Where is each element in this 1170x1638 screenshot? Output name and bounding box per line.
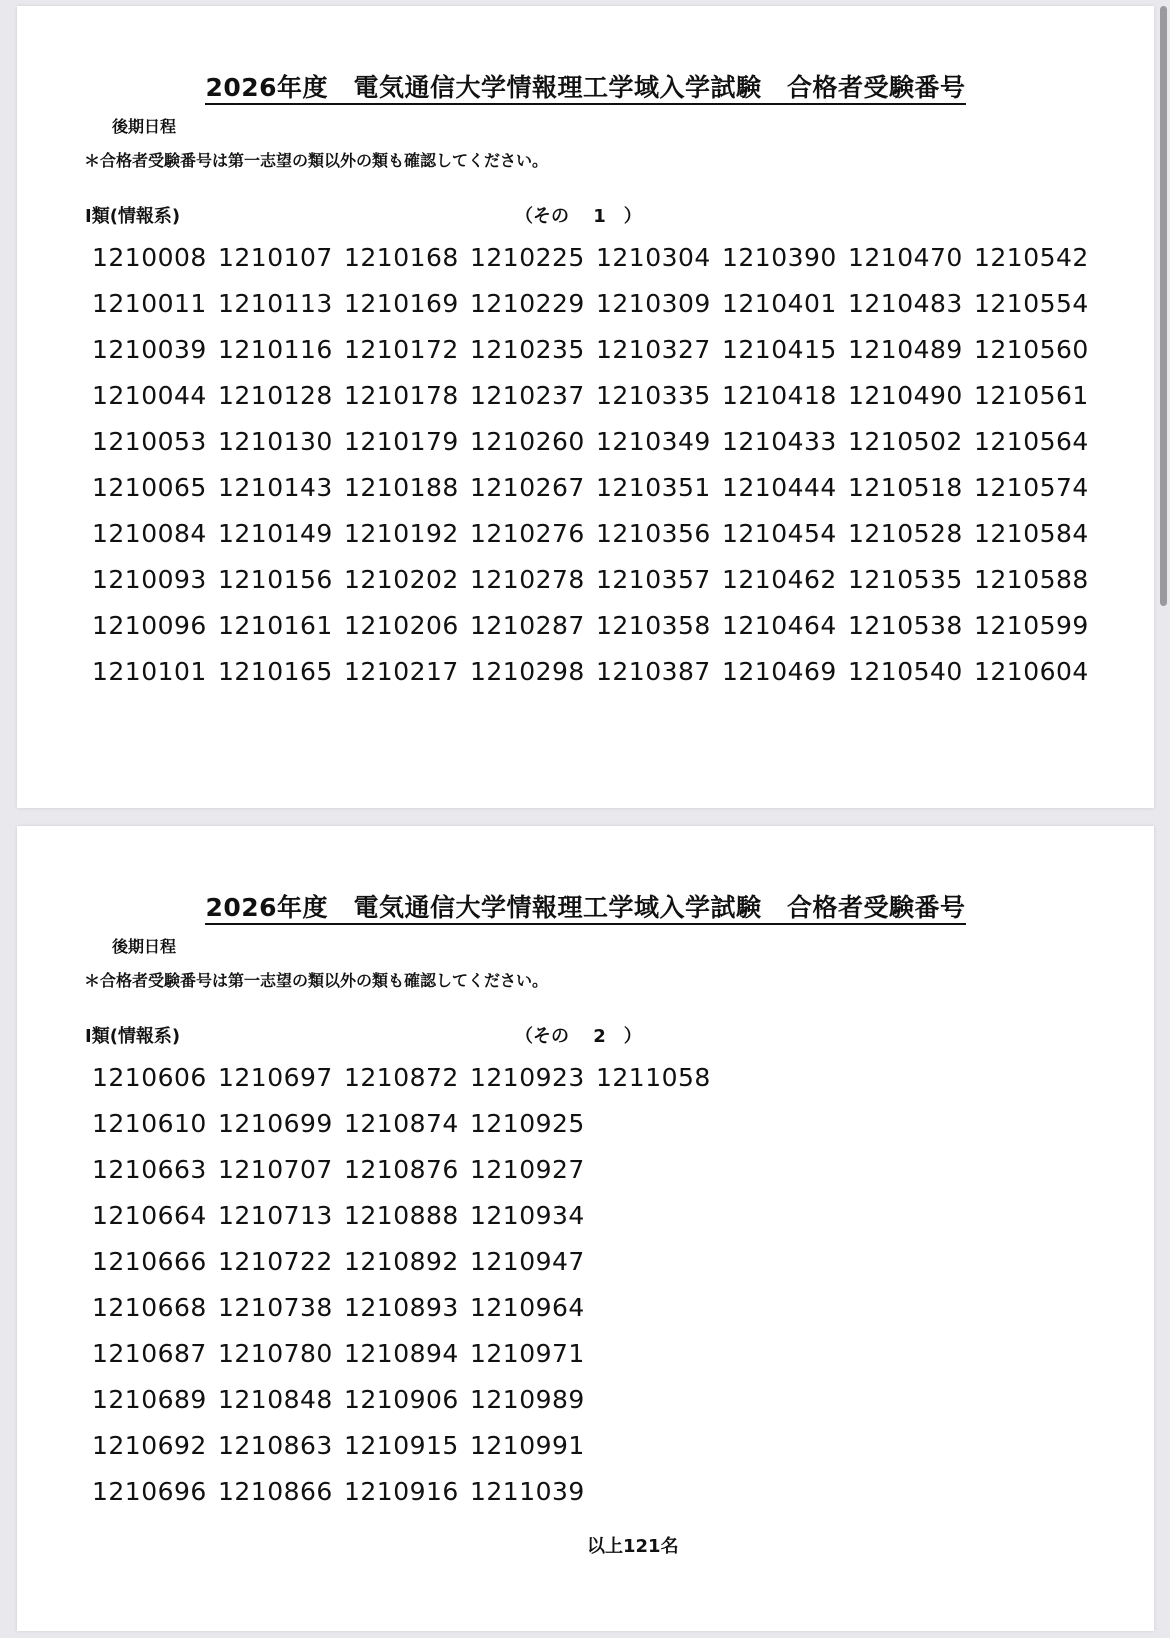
exam-number: 1210351: [596, 473, 711, 502]
exam-number: 1210894: [344, 1339, 459, 1368]
part-label: （その 2 ）: [515, 1026, 642, 1047]
number-row: [92, 1201, 722, 1247]
exam-number: 1210588: [974, 565, 1089, 594]
exam-number: 1210335: [596, 381, 711, 410]
exam-number: 1210535: [848, 565, 963, 594]
exam-number: 1210502: [848, 427, 963, 456]
part-label: （その 1 ）: [515, 206, 642, 227]
exam-number: 1210107: [218, 243, 333, 272]
exam-number: 1210971: [470, 1339, 585, 1368]
number-row: [92, 335, 1100, 381]
exam-number: 1210390: [722, 243, 837, 272]
schedule-label: 後期日程: [112, 937, 177, 956]
number-row: [92, 611, 1100, 657]
exam-number: 1210188: [344, 473, 459, 502]
exam-number: 1210260: [470, 427, 585, 456]
number-row: [92, 1385, 722, 1431]
total-count: 以上121名: [587, 1536, 679, 1557]
exam-number: 1210356: [596, 519, 711, 548]
exam-number: 1210923: [470, 1063, 585, 1092]
exam-number: 1210156: [218, 565, 333, 594]
exam-number: 1210179: [344, 427, 459, 456]
exam-number: 1210444: [722, 473, 837, 502]
exam-number: 1210584: [974, 519, 1089, 548]
exam-number: 1210668: [92, 1293, 207, 1322]
exam-number: 1210053: [92, 427, 207, 456]
exam-number: 1210093: [92, 565, 207, 594]
exam-number: 1210892: [344, 1247, 459, 1276]
number-row: [92, 1155, 722, 1201]
exam-number: 1210707: [218, 1155, 333, 1184]
exam-number: 1210304: [596, 243, 711, 272]
exam-number: 1210663: [92, 1155, 207, 1184]
exam-number: 1210267: [470, 473, 585, 502]
exam-number: 1210599: [974, 611, 1089, 640]
exam-number: 1210696: [92, 1477, 207, 1506]
exam-number: 1210130: [218, 427, 333, 456]
scrollbar[interactable]: [1160, 6, 1167, 606]
schedule-label: 後期日程: [112, 117, 177, 136]
exam-number: 1210554: [974, 289, 1089, 318]
exam-number: 1211039: [470, 1477, 585, 1506]
exam-number: 1210689: [92, 1385, 207, 1414]
exam-number: 1210327: [596, 335, 711, 364]
exam-number: 1210863: [218, 1431, 333, 1460]
exam-number: 1210276: [470, 519, 585, 548]
exam-number: 1210888: [344, 1201, 459, 1230]
exam-number: 1210065: [92, 473, 207, 502]
exam-number: 1210084: [92, 519, 207, 548]
exam-number: 1210206: [344, 611, 459, 640]
number-row: [92, 565, 1100, 611]
document-page-2: [17, 826, 1154, 1631]
exam-number: 1210178: [344, 381, 459, 410]
exam-number: 1210989: [470, 1385, 585, 1414]
number-row: [92, 657, 1100, 703]
exam-number: 1210401: [722, 289, 837, 318]
exam-number: 1210542: [974, 243, 1089, 272]
exam-number: 1210469: [722, 657, 837, 686]
exam-number: 1210192: [344, 519, 459, 548]
number-row: [92, 243, 1100, 289]
exam-number: 1210604: [974, 657, 1089, 686]
exam-number: 1210483: [848, 289, 963, 318]
notice-text: ＊合格者受験番号は第一志望の類以外の類も確認してください。: [84, 151, 549, 170]
exam-number: 1210697: [218, 1063, 333, 1092]
exam-number: 1210538: [848, 611, 963, 640]
exam-number: 1210780: [218, 1339, 333, 1368]
number-grid: [92, 1063, 722, 1523]
exam-number: 1210490: [848, 381, 963, 410]
exam-number: 1210947: [470, 1247, 585, 1276]
exam-number: 1210044: [92, 381, 207, 410]
exam-number: 1210713: [218, 1201, 333, 1230]
exam-number: 1210387: [596, 657, 711, 686]
exam-number: 1210415: [722, 335, 837, 364]
exam-number: 1210564: [974, 427, 1089, 456]
exam-number: 1210991: [470, 1431, 585, 1460]
exam-number: 1210358: [596, 611, 711, 640]
exam-number: 1210574: [974, 473, 1089, 502]
notice-text: ＊合格者受験番号は第一志望の類以外の類も確認してください。: [84, 971, 549, 990]
exam-number: 1210464: [722, 611, 837, 640]
exam-number: 1210518: [848, 473, 963, 502]
exam-number: 1210237: [470, 381, 585, 410]
exam-number: 1210278: [470, 565, 585, 594]
exam-number: 1210866: [218, 1477, 333, 1506]
exam-number: 1210722: [218, 1247, 333, 1276]
exam-number: 1210143: [218, 473, 333, 502]
document-title: 2026年度 電気通信大学情報理工学域入学試験 合格者受験番号: [17, 68, 1154, 104]
exam-number: 1210692: [92, 1431, 207, 1460]
exam-number: 1210906: [344, 1385, 459, 1414]
exam-number: 1210964: [470, 1293, 585, 1322]
exam-number: 1210606: [92, 1063, 207, 1092]
exam-number: 1210470: [848, 243, 963, 272]
exam-number: 1210876: [344, 1155, 459, 1184]
number-row: [92, 381, 1100, 427]
exam-number: 1210610: [92, 1109, 207, 1138]
exam-number: 1210925: [470, 1109, 585, 1138]
number-row: [92, 289, 1100, 335]
exam-number: 1210008: [92, 243, 207, 272]
number-grid: [92, 243, 1100, 703]
exam-number: 1210349: [596, 427, 711, 456]
document-title: 2026年度 電気通信大学情報理工学域入学試験 合格者受験番号: [17, 888, 1154, 924]
exam-number: 1210172: [344, 335, 459, 364]
exam-number: 1210225: [470, 243, 585, 272]
exam-number: 1210113: [218, 289, 333, 318]
exam-number: 1210462: [722, 565, 837, 594]
document-page-1: [17, 6, 1154, 808]
exam-number: 1210116: [218, 335, 333, 364]
exam-number: 1210169: [344, 289, 459, 318]
number-row: [92, 1293, 722, 1339]
exam-number: 1210874: [344, 1109, 459, 1138]
exam-number: 1210418: [722, 381, 837, 410]
exam-number: 1210454: [722, 519, 837, 548]
exam-number: 1210927: [470, 1155, 585, 1184]
exam-number: 1210202: [344, 565, 459, 594]
exam-number: 1210149: [218, 519, 333, 548]
exam-number: 1210096: [92, 611, 207, 640]
number-row: [92, 427, 1100, 473]
exam-number: 1210893: [344, 1293, 459, 1322]
exam-number: 1210489: [848, 335, 963, 364]
exam-number: 1210165: [218, 657, 333, 686]
exam-number: 1210560: [974, 335, 1089, 364]
exam-number: 1210664: [92, 1201, 207, 1230]
exam-number: 1210309: [596, 289, 711, 318]
number-row: [92, 519, 1100, 565]
number-row: [92, 1109, 722, 1155]
exam-number: 1210011: [92, 289, 207, 318]
exam-number: 1210287: [470, 611, 585, 640]
exam-number: 1210699: [218, 1109, 333, 1138]
number-row: [92, 1247, 722, 1293]
exam-number: 1210101: [92, 657, 207, 686]
exam-number: 1211058: [596, 1063, 711, 1092]
exam-number: 1210561: [974, 381, 1089, 410]
exam-number: 1210229: [470, 289, 585, 318]
exam-number: 1210687: [92, 1339, 207, 1368]
category-label: Ⅰ類(情報系): [85, 1026, 181, 1047]
number-row: [92, 1339, 722, 1385]
number-row: [92, 1431, 722, 1477]
exam-number: 1210168: [344, 243, 459, 272]
exam-number: 1210872: [344, 1063, 459, 1092]
exam-number: 1210235: [470, 335, 585, 364]
exam-number: 1210916: [344, 1477, 459, 1506]
number-row: [92, 1063, 722, 1109]
number-row: [92, 1477, 722, 1523]
exam-number: 1210540: [848, 657, 963, 686]
number-row: [92, 473, 1100, 519]
exam-number: 1210128: [218, 381, 333, 410]
exam-number: 1210298: [470, 657, 585, 686]
exam-number: 1210357: [596, 565, 711, 594]
exam-number: 1210528: [848, 519, 963, 548]
exam-number: 1210161: [218, 611, 333, 640]
exam-number: 1210848: [218, 1385, 333, 1414]
exam-number: 1210934: [470, 1201, 585, 1230]
exam-number: 1210039: [92, 335, 207, 364]
exam-number: 1210915: [344, 1431, 459, 1460]
category-label: Ⅰ類(情報系): [85, 206, 181, 227]
exam-number: 1210433: [722, 427, 837, 456]
exam-number: 1210666: [92, 1247, 207, 1276]
exam-number: 1210217: [344, 657, 459, 686]
exam-number: 1210738: [218, 1293, 333, 1322]
